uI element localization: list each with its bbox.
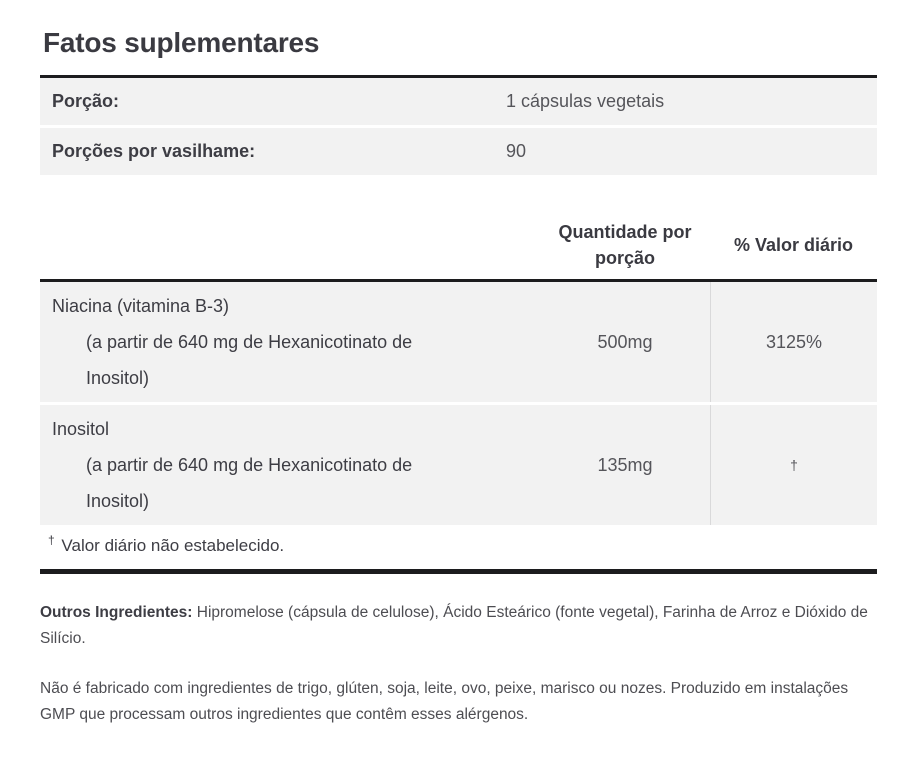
nutrient-name: Niacina (vitamina B-3): [52, 296, 230, 316]
supplement-facts-panel: [0, 26, 918, 784]
other-ingredients-label: Outros Ingredientes:: [40, 604, 193, 621]
daily-value-header: % Valor diário: [733, 235, 854, 255]
amount-per-serving-header: Quantidade por porção: [558, 222, 692, 268]
nutrient-detail-line: Inositol): [86, 368, 150, 388]
dagger-symbol: †: [48, 533, 55, 548]
table-row: [40, 405, 877, 525]
nutrient-detail-line: (a partir de 640 mg de Hexanicotinato de: [86, 332, 413, 352]
nutrient-name-cell: [40, 405, 540, 525]
table-row: [40, 128, 877, 175]
other-ingredients-paragraph: [40, 600, 876, 652]
daily-value-dagger: †: [710, 405, 877, 525]
nutrient-name: Inositol: [52, 419, 110, 439]
serving-size-value: 1 cápsulas vegetais: [506, 91, 665, 111]
nutrient-name-cell: [40, 282, 540, 402]
servings-per-container-label: Porções por vasilhame:: [52, 141, 256, 161]
serving-size-label: Porção:: [52, 91, 120, 111]
amount-value: 500mg: [597, 331, 653, 352]
nutrient-detail-line: (a partir de 640 mg de Hexanicotinato de: [86, 455, 413, 475]
nutrient-table: [40, 279, 877, 525]
page-title: Fatos suplementares: [43, 27, 320, 58]
nutrient-detail-line: Inositol): [86, 491, 150, 511]
allergen-note: Não é fabricado com ingredientes de trigo, glúten, soja, leite, ovo, peixe, marisco ou nozes. Produzido em instalações GMP que processam outros ingredientes que contêm esses alérgenos.: [40, 680, 849, 723]
section-divider: [40, 569, 877, 574]
other-ingredients-text: Hipromelose (cápsula de celulose), Ácido Esteárico (fonte vegetal), Farinha de Arroz e Dióxido de Silício.: [40, 604, 868, 647]
nutrient-detail: [86, 324, 530, 396]
daily-value: 3125%: [710, 282, 877, 402]
servings-per-container-value: 90: [506, 141, 527, 161]
table-row: [40, 78, 877, 125]
nutrient-table-header: [40, 211, 877, 279]
serving-info-table: [40, 75, 877, 175]
table-row: [40, 282, 877, 402]
nutrient-detail: [86, 447, 530, 519]
amount-value: 135mg: [597, 454, 653, 475]
footnote-text: Valor diário não estabelecido.: [61, 536, 285, 555]
footnote: [40, 525, 877, 569]
